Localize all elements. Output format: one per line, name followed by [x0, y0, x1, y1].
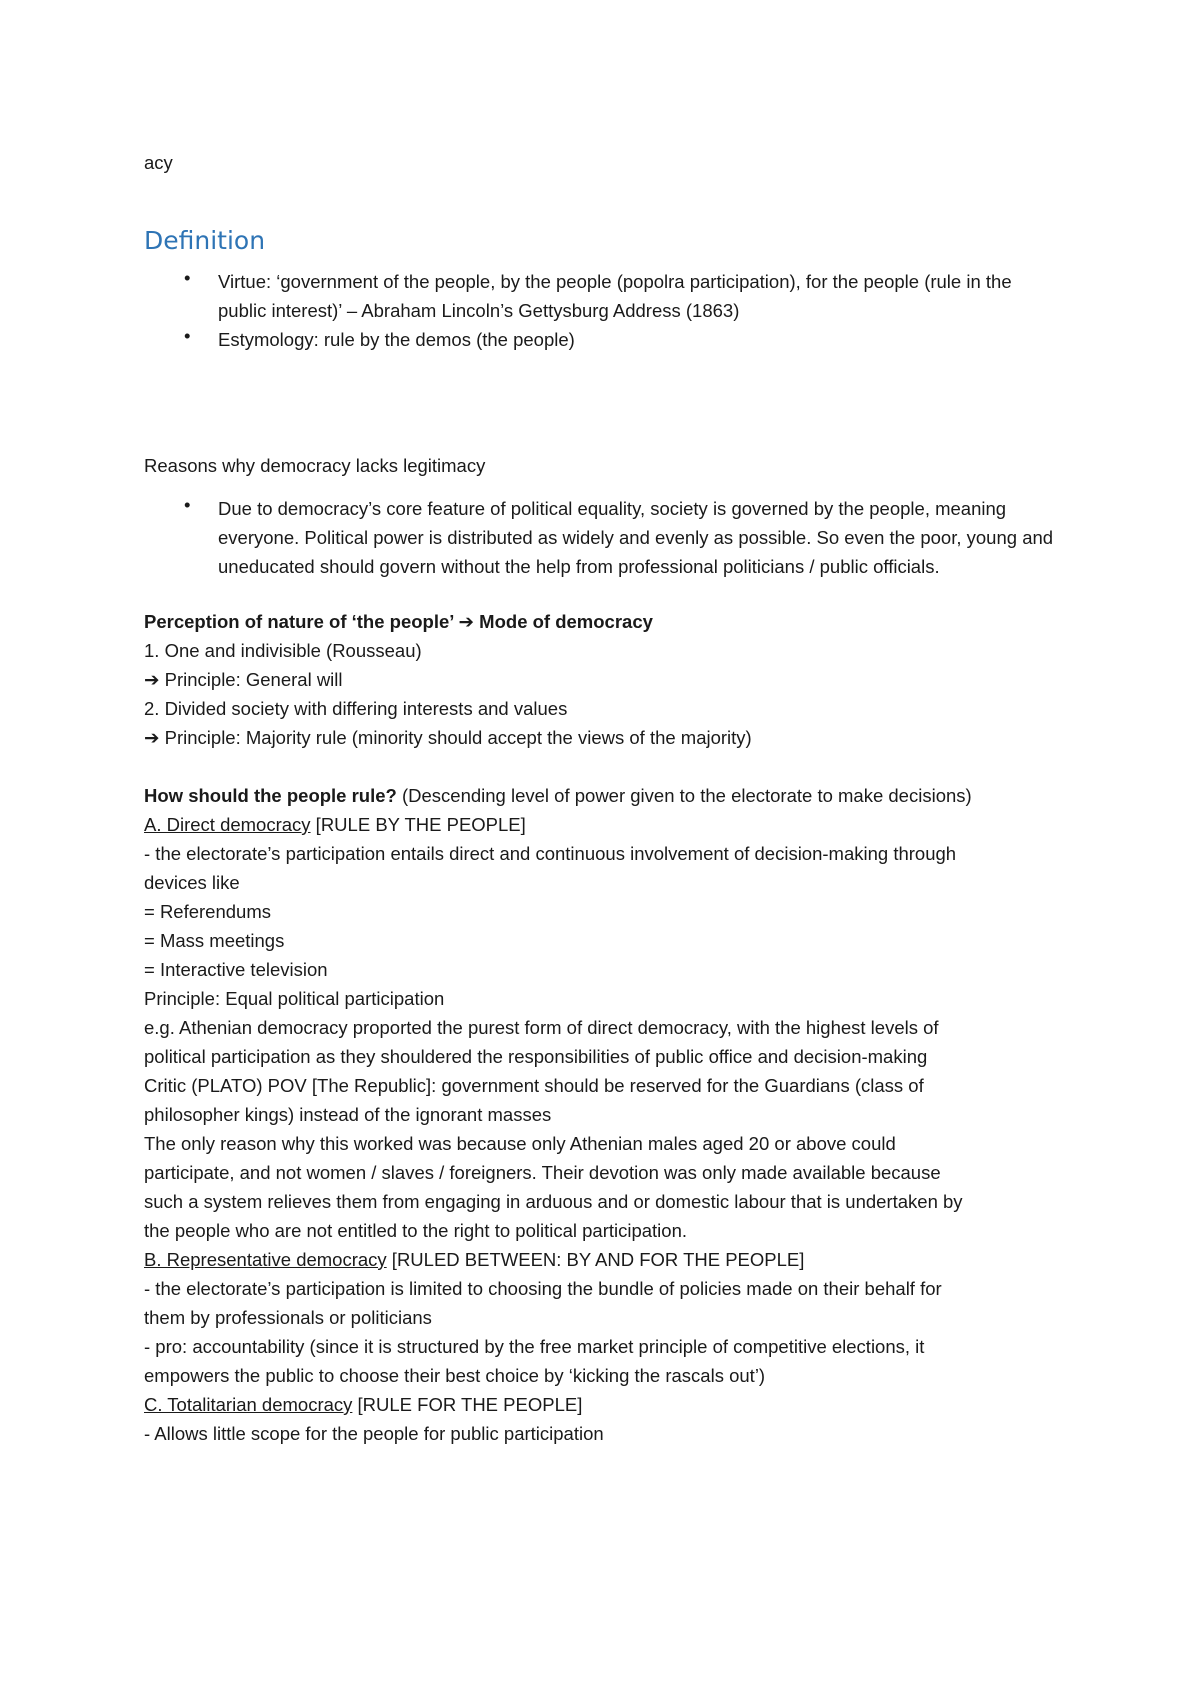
definition-bullet: • Estymology: rule by the demos (the people)	[184, 325, 575, 350]
representative-line: - the electorate’s participation is limited to choosing the bundle of policies made on their behalf for	[144, 1278, 942, 1299]
totalitarian-line: - Allows little scope for the people for public participation	[144, 1423, 604, 1444]
top-fragment: acy	[144, 152, 173, 173]
direct-line: The only reason why this worked was because only Athenian males aged 20 or above could	[144, 1133, 896, 1154]
spacer	[144, 177, 1064, 221]
perception-line: 2. Divided society with differing interests and values	[144, 698, 568, 719]
perception-title: Perception of nature of ‘the people’ ➔ Mode of democracy	[144, 611, 653, 632]
definition-bullet: • Virtue: ‘government of the people, by the people (popolra participation), for the people (rule in the public interest)’ – Abraham Lincoln’s Gettysburg Address (1863)	[184, 267, 1012, 321]
direct-line: = Referendums	[144, 901, 271, 922]
rule-title: How should the people rule? (Descending level of power given to the electorate to make decisions)	[144, 785, 972, 806]
direct-line: = Mass meetings	[144, 930, 285, 951]
totalitarian-democracy-title: C. Totalitarian democracy [RULE FOR THE PEOPLE]	[144, 1394, 583, 1415]
direct-line: such a system relieves them from engaging in arduous and or domestic labour that is undertaken by	[144, 1191, 963, 1212]
direct-democracy-title: A. Direct democracy [RULE BY THE PEOPLE]	[144, 814, 526, 835]
reasons-bullet: • Due to democracy’s core feature of political equality, society is governed by the people, meaning everyone. Political power is distributed as widely and evenly as possible. So even the poor, young and uneducated should govern without the help from professional politicians / public officials.	[184, 494, 1054, 577]
bullet-icon: •	[184, 325, 191, 346]
direct-line: Critic (PLATO) POV [The Republic]: government should be reserved for the Guardians (class of	[144, 1075, 924, 1096]
direct-line: Principle: Equal political participation	[144, 988, 445, 1009]
representative-line: - pro: accountability (since it is structured by the free market principle of competitive elections, it	[144, 1336, 925, 1357]
direct-line: devices like	[144, 872, 240, 893]
spacer	[144, 752, 1064, 781]
direct-line: e.g. Athenian democracy proported the purest form of direct democracy, with the highest levels of	[144, 1017, 939, 1038]
document-body	[144, 148, 1064, 1448]
representative-line: empowers the public to choose their best choice by ‘kicking the rascals out’)	[144, 1365, 766, 1386]
perception-line: 1. One and indivisible (Rousseau)	[144, 640, 422, 661]
direct-line: political participation as they shouldered the responsibilities of public office and decision-making	[144, 1046, 928, 1067]
spacer	[144, 480, 1064, 494]
reasons-title: Reasons why democracy lacks legitimacy	[144, 455, 486, 476]
spacer	[144, 354, 1064, 451]
definition-heading: Definition	[144, 226, 266, 255]
direct-line: participate, and not women / slaves / foreigners. Their devotion was only made available because	[144, 1162, 941, 1183]
bullet-icon: •	[184, 267, 191, 288]
spacer	[144, 581, 1064, 607]
perception-line: ➔ Principle: General will	[144, 669, 343, 690]
perception-line: ➔ Principle: Majority rule (minority should accept the views of the majority)	[144, 727, 752, 748]
direct-line: philosopher kings) instead of the ignorant masses	[144, 1104, 552, 1125]
bullet-icon: •	[184, 494, 191, 515]
representative-line: them by professionals or politicians	[144, 1307, 432, 1328]
direct-line: the people who are not entitled to the right to political participation.	[144, 1220, 688, 1241]
representative-democracy-title: B. Representative democracy [RULED BETWEEN: BY AND FOR THE PEOPLE]	[144, 1249, 805, 1270]
direct-line: = Interactive television	[144, 959, 328, 980]
direct-line: - the electorate’s participation entails direct and continuous involvement of decision-making through	[144, 843, 957, 864]
